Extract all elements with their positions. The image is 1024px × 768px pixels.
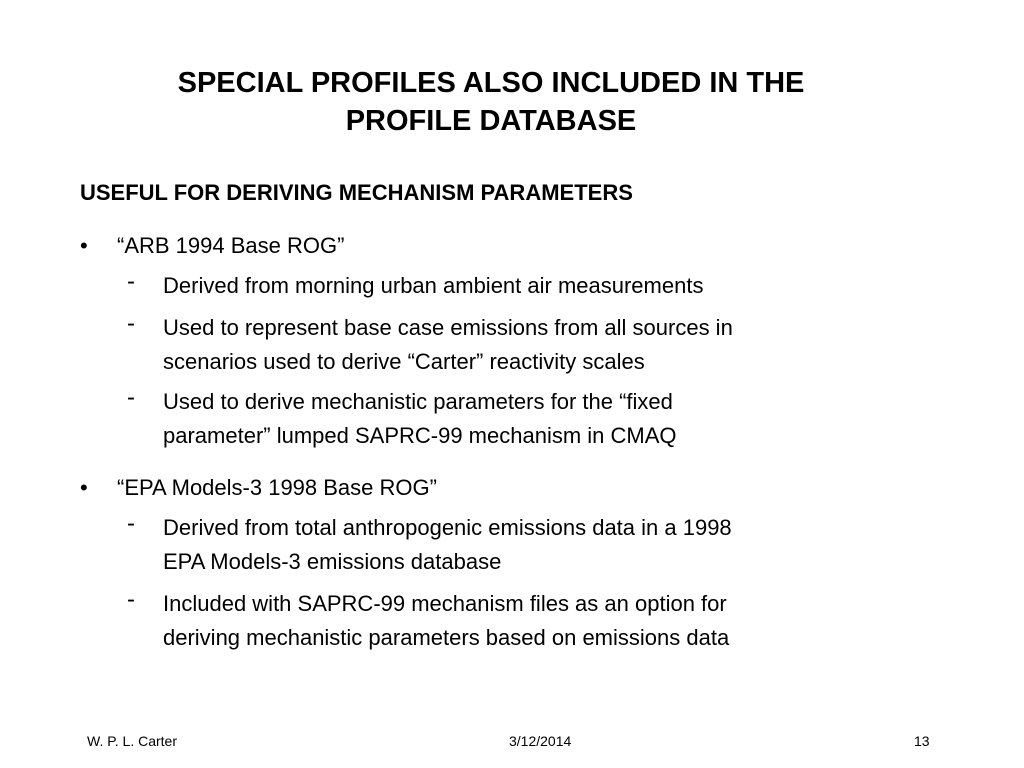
sub-bullet-text — [163, 311, 923, 379]
slide-title — [0, 64, 982, 140]
sub-bullet-line: Derived from morning urban ambient air measurements — [163, 273, 704, 298]
footer-author: W. P. L. Carter — [87, 733, 177, 749]
sub-bullet-text — [163, 511, 923, 579]
dash-symbol: - — [127, 310, 135, 337]
bullet-label: “EPA Models-3 1998 Base ROG” — [117, 475, 437, 500]
sub-bullet-line: Included with SAPRC-99 mechanism files as an option for — [163, 591, 727, 616]
bullet-symbol: • — [80, 233, 88, 258]
sub-bullet-text — [163, 269, 923, 303]
dash-symbol: - — [127, 384, 135, 411]
dash-symbol: - — [127, 268, 135, 295]
sub-bullet-text — [163, 587, 923, 655]
footer-date: 3/12/2014 — [509, 733, 572, 749]
sub-bullet-line: Derived from total anthropogenic emissions data in a 1998 — [163, 515, 732, 540]
sub-bullet-line: EPA Models-3 emissions database — [163, 549, 502, 574]
sub-bullet-line: Used to represent base case emissions from all sources in — [163, 315, 733, 340]
dash-symbol: - — [127, 510, 135, 537]
bullet-symbol: • — [80, 475, 88, 500]
slide-subtitle: USEFUL FOR DERIVING MECHANISM PARAMETERS — [80, 180, 633, 205]
footer-page-number: 13 — [914, 733, 930, 749]
slide-title-line-1: SPECIAL PROFILES ALSO INCLUDED IN THE — [177, 67, 805, 99]
dash-symbol: - — [127, 586, 135, 613]
sub-bullet-line: Used to derive mechanistic parameters for the “fixed — [163, 389, 673, 414]
slide-title-line-2: PROFILE DATABASE — [345, 105, 637, 137]
bullet-label: “ARB 1994 Base ROG” — [117, 233, 345, 258]
sub-bullet-line: scenarios used to derive “Carter” reactivity scales — [163, 349, 645, 374]
sub-bullet-text — [163, 385, 923, 453]
sub-bullet-line: parameter” lumped SAPRC-99 mechanism in CMAQ — [163, 423, 677, 448]
sub-bullet-line: deriving mechanistic parameters based on emissions data — [163, 625, 730, 650]
